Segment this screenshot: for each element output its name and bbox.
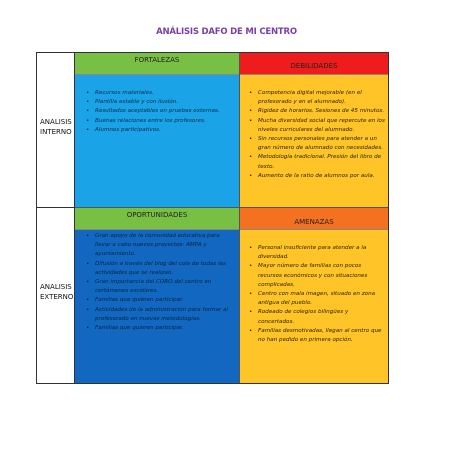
list-item: • Competencia digital mejorable (en el profesorado y en el alumnado). — [258, 89, 385, 107]
page-title: ANÁLISIS DAFO DE MI CENTRO — [156, 27, 297, 37]
oportunidades-list — [79, 232, 235, 333]
fortalezas-cell — [75, 53, 240, 208]
list-item: • Buenas relaciones entre los profesores. — [95, 117, 235, 126]
dafo-table — [36, 52, 389, 384]
amenazas-header: AMENAZAS — [240, 208, 388, 230]
list-item: • Mayor número de familias con pocos recursos económicos y con situaciones complicadas. — [258, 262, 385, 290]
list-item: • Centro con mala imagen, situado en zona antigua del pueblo. — [258, 290, 385, 308]
fortalezas-list — [79, 89, 235, 135]
list-item: • Gran importancia del CORO del centro en certámenes escolares. — [95, 278, 235, 296]
row-label-external — [37, 208, 75, 383]
amenazas-list — [242, 244, 385, 345]
list-item: • Plantilla estable y con ilusión. — [95, 98, 235, 107]
fortalezas-header: FORTALEZAS — [75, 53, 239, 75]
list-item: • Actividades de la administración para formar al profesorado en nuevas metodologías. — [95, 306, 235, 324]
list-item: • Rodeado de colegios bilingües y concertados. — [258, 308, 385, 326]
list-item: • Metodología tradicional. Presión del libro de texto. — [258, 153, 385, 171]
list-item: • Gran apoyo de la comunidad educativa para llevar a cabo nuevos proyectos: AMPA y ayuntamiento. — [95, 232, 235, 260]
list-item: • Mucha diversidad social que repercute en los niveles curriculares del alumnado. — [258, 117, 385, 135]
list-item: • Rigidez de horarios. Sesiones de 45 minutos. — [258, 107, 385, 116]
row-label-internal-line1: ANALISIS — [40, 118, 72, 126]
debilidades-list — [242, 89, 385, 181]
list-item: • Alumnos participativos. — [95, 126, 235, 135]
oportunidades-cell — [75, 208, 240, 383]
row-label-internal-line2: INTERNO — [40, 128, 72, 136]
list-item: • Recursos materiales. — [95, 89, 235, 98]
row-label-internal — [37, 53, 75, 208]
list-item: • Difusión a través del blog del cole de todas las actividades que se realizan. — [95, 260, 235, 278]
list-item: • Resultados aceptables en pruebas externas. — [95, 107, 235, 116]
list-item: • Familias desmotivadas, llegan al centro que no han pedido en primera opción. — [258, 327, 385, 345]
row-label-external-line2: EXTERNO — [40, 293, 74, 301]
list-item: • Sin recursos personales para atender a un gran número de alumnado con necesidades. — [258, 135, 385, 153]
row-label-external-line1: ANALISIS — [40, 283, 72, 291]
list-item: • Personal insuficiente para atender a la diversidad. — [258, 244, 385, 262]
list-item: • Familias que quieren participar. — [95, 296, 235, 305]
list-item: • Familias que quieren participar. — [95, 324, 235, 333]
list-item: • Aumento de la ratio de alumnos por aula. — [258, 172, 385, 181]
oportunidades-header: OPORTUNIDADES — [75, 208, 239, 230]
amenazas-cell — [240, 208, 388, 383]
debilidades-cell — [240, 53, 388, 208]
debilidades-header: DEBILIDADES — [240, 53, 388, 75]
